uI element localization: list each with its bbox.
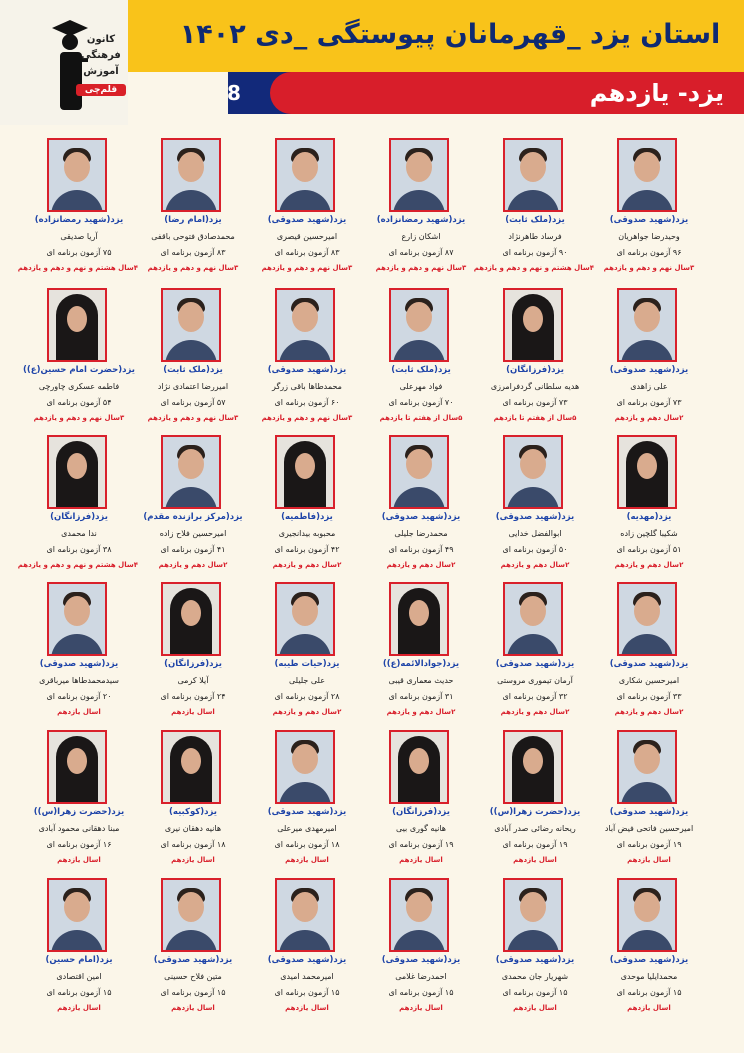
student-school: یزد(شهید صدوقی) <box>609 955 689 965</box>
student-card <box>248 582 366 722</box>
student-photo <box>275 435 335 509</box>
student-exam-count: ۱۸ آزمون برنامه ای <box>160 840 226 849</box>
student-school: یزد(شهید رمضانزاده) <box>376 215 466 225</box>
student-name: حدیث معماری قیبی <box>388 676 454 685</box>
student-photo <box>617 138 677 212</box>
student-card <box>590 582 708 722</box>
student-photo <box>161 288 221 362</box>
student-years-note: ۳سال نهم و دهم و یازدهم <box>261 264 353 272</box>
student-school: یزد(شهید صدوقی) <box>495 955 575 965</box>
student-years-note: اسال یازدهم <box>513 1004 557 1012</box>
student-exam-count: ۱۵ آزمون برنامه ای <box>388 988 454 997</box>
student-years-note: ۳سال نهم و دهم و یازدهم <box>147 264 239 272</box>
student-photo <box>617 878 677 952</box>
student-name: اشکان زارع <box>401 232 441 241</box>
student-name: هانیه دهقان نیری <box>164 824 222 833</box>
logo-brand: قلم‌چی <box>76 84 126 96</box>
student-photo <box>389 878 449 952</box>
student-exam-count: ۵۱ آزمون برنامه ای <box>616 545 682 554</box>
student-school: یزد(شهید صدوقی) <box>267 807 347 817</box>
student-school: یزد(شهید صدوقی) <box>495 512 575 522</box>
logo-text-1: کانون <box>86 34 116 45</box>
student-exam-count: ۱۹ آزمون برنامه ای <box>616 840 682 849</box>
student-school: یزد(شهید صدوقی) <box>609 365 689 375</box>
student-photo <box>47 435 107 509</box>
student-photo <box>47 878 107 952</box>
student-photo <box>617 582 677 656</box>
student-name: محبوبه بیدانجیری <box>278 529 336 538</box>
student-years-note: اسال یازدهم <box>171 708 215 716</box>
student-years-note: اسال یازدهم <box>57 708 101 716</box>
logo-text-3: آموزش <box>83 66 119 77</box>
student-exam-count: ۱۹ آزمون برنامه ای <box>388 840 454 849</box>
student-name: فرساد طاهرنژاد <box>508 232 562 241</box>
student-name: سیدمحمدطاها میرباقری <box>39 676 119 685</box>
student-exam-count: ۷۳ آزمون برنامه ای <box>502 398 568 407</box>
student-name: امیرحسین فلاح زاده <box>159 529 227 538</box>
student-name: محمدایلیا موحدی <box>620 972 678 981</box>
student-photo <box>275 878 335 952</box>
student-photo <box>275 288 335 362</box>
student-exam-count: ۵۴ آزمون برنامه ای <box>46 398 112 407</box>
student-card <box>476 288 594 428</box>
student-name: آیلا کرمی <box>177 676 209 685</box>
student-years-note: ۲سال دهم و یازدهم <box>500 708 570 716</box>
student-photo <box>389 288 449 362</box>
student-name: فواد مهرعلی <box>399 382 443 391</box>
student-school: یزد(فرزانگان) <box>164 659 222 669</box>
student-years-note: ۳سال نهم و دهم و یازدهم <box>603 264 695 272</box>
student-exam-count: ۱۵ آزمون برنامه ای <box>502 988 568 997</box>
student-card <box>590 435 708 575</box>
student-exam-count: ۱۵ آزمون برنامه ای <box>160 988 226 997</box>
student-photo <box>389 582 449 656</box>
student-photo <box>161 730 221 804</box>
student-photo <box>275 582 335 656</box>
student-school: یزد(مرکز برازنده مقدم) <box>143 512 243 522</box>
student-photo <box>503 435 563 509</box>
student-name: علی جلیلی <box>289 676 325 685</box>
student-photo <box>389 138 449 212</box>
student-card <box>590 730 708 870</box>
student-card <box>362 288 480 428</box>
student-years-note: ۳سال نهم و دهم و یازدهم <box>375 264 467 272</box>
page-number: 8 <box>227 81 241 105</box>
student-years-note: ۲سال دهم و یازدهم <box>272 708 342 716</box>
student-exam-count: ۴۱ آزمون برنامه ای <box>160 545 226 554</box>
student-photo <box>161 582 221 656</box>
student-name: هانیه گوری بیی <box>395 824 447 833</box>
student-name: محمدصادق فتوحی باقفی <box>151 232 235 241</box>
student-exam-count: ۲۴ آزمون برنامه ای <box>160 692 226 701</box>
student-name: امیرحسین شکاری <box>618 676 680 685</box>
student-name: ابوالفضل خدایی <box>508 529 562 538</box>
student-card <box>248 730 366 870</box>
student-card <box>473 138 594 278</box>
student-years-note: ۲سال دهم و یازدهم <box>386 561 456 569</box>
section-title: یزد- یازدهم <box>589 79 724 107</box>
student-school: یزد(ملک ثابت) <box>163 365 223 375</box>
logo-text-2: فرهنگی <box>81 50 121 61</box>
student-exam-count: ۷۳ آزمون برنامه ای <box>616 398 682 407</box>
student-exam-count: ۷۵ آزمون برنامه ای <box>46 248 112 257</box>
student-exam-count: ۱۵ آزمون برنامه ای <box>46 988 112 997</box>
student-years-note: ۳سال نهم و دهم و یازدهم <box>147 414 239 422</box>
student-years-note: اسال یازدهم <box>171 1004 215 1012</box>
student-card <box>134 138 252 278</box>
student-exam-count: ۵۷ آزمون برنامه ای <box>160 398 226 407</box>
student-card <box>20 730 138 870</box>
student-card <box>248 138 366 278</box>
student-card <box>20 878 138 1018</box>
student-years-note: اسال یازدهم <box>57 856 101 864</box>
student-years-note: ۲سال دهم و یازدهم <box>614 561 684 569</box>
student-name: محمدرضا جلیلی <box>394 529 448 538</box>
student-card <box>248 878 366 1018</box>
student-school: یزد(فاطمیه) <box>281 512 333 522</box>
student-years-note: ۲سال دهم و یازدهم <box>614 414 684 422</box>
student-photo <box>503 138 563 212</box>
student-name: امین اقتصادی <box>56 972 102 981</box>
student-photo <box>275 730 335 804</box>
student-card <box>590 288 708 428</box>
student-name: امیرحسین فاتحی فیض آباد <box>604 824 694 833</box>
student-school: یزد(امام حسین) <box>45 955 113 965</box>
student-exam-count: ۲۰ آزمون برنامه ای <box>46 692 112 701</box>
student-years-note: ۴سال هشتم و نهم و دهم و یازدهم <box>473 264 594 272</box>
student-card <box>248 288 366 428</box>
student-exam-count: ۸۳ آزمون برنامه ای <box>160 248 226 257</box>
student-years-note: اسال یازدهم <box>627 1004 671 1012</box>
student-card <box>134 730 252 870</box>
student-school: یزد(مهدیه) <box>626 512 672 522</box>
student-school: یزد(فرزانگان) <box>392 807 450 817</box>
student-years-note: ۲سال دهم و یازدهم <box>272 561 342 569</box>
student-photo <box>47 582 107 656</box>
student-school: یزد(جوادالائمه(ع)) <box>382 659 460 669</box>
student-school: یزد(شهید صدوقی) <box>39 659 119 669</box>
student-photo <box>503 288 563 362</box>
student-school: یزد(حضرت زهرا(س)) <box>489 807 581 817</box>
student-exam-count: ۳۲ آزمون برنامه ای <box>502 692 568 701</box>
student-years-note: ۲سال دهم و یازدهم <box>158 561 228 569</box>
student-name: امیرحسین قیصری <box>276 232 338 241</box>
student-exam-count: ۷۰ آزمون برنامه ای <box>388 398 454 407</box>
student-card <box>20 288 138 428</box>
student-school: یزد(کوکبیه) <box>169 807 217 817</box>
student-years-note: ۴سال هشتم و نهم و دهم و یازدهم <box>17 561 138 569</box>
student-photo <box>389 730 449 804</box>
student-card <box>362 435 480 575</box>
student-exam-count: ۱۵ آزمون برنامه ای <box>274 988 340 997</box>
student-school: یزد(شهید صدوقی) <box>609 807 689 817</box>
student-years-note: ۵سال از هفتم تا یازدهم <box>493 414 577 422</box>
student-exam-count: ۱۵ آزمون برنامه ای <box>616 988 682 997</box>
student-name: آریا صدیقی <box>60 232 98 241</box>
student-exam-count: ۶۰ آزمون برنامه ای <box>274 398 340 407</box>
student-photo <box>617 730 677 804</box>
student-card <box>476 730 594 870</box>
student-card <box>134 878 252 1018</box>
student-exam-count: ۳۱ آزمون برنامه ای <box>388 692 454 701</box>
student-card <box>134 435 252 575</box>
student-photo <box>617 435 677 509</box>
student-years-note: اسال یازدهم <box>627 856 671 864</box>
student-card <box>362 582 480 722</box>
student-exam-count: ۳۸ آزمون برنامه ای <box>46 545 112 554</box>
student-name: ریحانه رضائی صدر آبادی <box>494 824 576 833</box>
student-exam-count: ۴۹ آزمون برنامه ای <box>388 545 454 554</box>
student-years-note: اسال یازدهم <box>285 856 329 864</box>
student-name: امیرمهدی میرعلی <box>277 824 337 833</box>
student-school: یزد(شهید صدوقی) <box>381 512 461 522</box>
student-school: یزد(فرزانگان) <box>506 365 564 375</box>
student-exam-count: ۱۸ آزمون برنامه ای <box>274 840 340 849</box>
student-name: آرمان تیموری مروستی <box>497 676 573 685</box>
student-photo <box>503 730 563 804</box>
student-exam-count: ۹۶ آزمون برنامه ای <box>616 248 682 257</box>
student-school: یزد(شهید صدوقی) <box>267 365 347 375</box>
student-name: محمدطاها باقی زرگر <box>272 382 342 391</box>
student-school: یزد(شهید رمضانزاده) <box>34 215 124 225</box>
student-years-note: اسال یازدهم <box>57 1004 101 1012</box>
student-card <box>134 582 252 722</box>
student-card <box>476 582 594 722</box>
student-school: یزد(شهید صدوقی) <box>495 659 575 669</box>
student-exam-count: ۴۲ آزمون برنامه ای <box>274 545 340 554</box>
student-card <box>362 878 480 1018</box>
student-years-note: ۳سال نهم و دهم و یازدهم <box>33 414 125 422</box>
student-name: احمدرضا غلامی <box>395 972 447 981</box>
student-card <box>17 435 138 575</box>
student-years-note: اسال یازدهم <box>171 856 215 864</box>
student-school: یزد(ملک ثابت) <box>391 365 451 375</box>
student-card <box>248 435 366 575</box>
student-card <box>590 138 708 278</box>
student-name: ندا محمدی <box>61 529 97 538</box>
student-photo <box>503 878 563 952</box>
student-card <box>20 582 138 722</box>
student-card <box>476 435 594 575</box>
student-exam-count: ۲۸ آزمون برنامه ای <box>274 692 340 701</box>
student-school: یزد(ملک ثابت) <box>505 215 565 225</box>
student-photo <box>161 878 221 952</box>
student-school: یزد(شهید صدوقی) <box>153 955 233 965</box>
student-years-note: اسال یازدهم <box>513 856 557 864</box>
student-school: یزد(امام رضا) <box>164 215 222 225</box>
student-name: شهریار جان محمدی <box>501 972 569 981</box>
student-name: امیررضا اعتمادی نژاد <box>157 382 229 391</box>
student-school: یزد(شهید صدوقی) <box>267 215 347 225</box>
student-school: یزد(حضرت امام حسین(ع)) <box>23 365 135 375</box>
student-school: یزد(حضرت زهرا(س)) <box>33 807 125 817</box>
student-photo <box>503 582 563 656</box>
student-photo <box>47 730 107 804</box>
student-photo <box>47 288 107 362</box>
student-years-note: اسال یازدهم <box>399 1004 443 1012</box>
student-exam-count: ۹۰ آزمون برنامه ای <box>502 248 568 257</box>
student-exam-count: ۱۶ آزمون برنامه ای <box>46 840 112 849</box>
student-photo <box>275 138 335 212</box>
student-school: یزد(شهید صدوقی) <box>267 955 347 965</box>
student-school: یزد(شهید صدوقی) <box>609 215 689 225</box>
student-years-note: ۲سال دهم و یازدهم <box>386 708 456 716</box>
student-years-note: اسال یازدهم <box>285 1004 329 1012</box>
student-school: یزد(حیات طیبه) <box>274 659 340 669</box>
student-card <box>134 288 252 428</box>
student-exam-count: ۱۹ آزمون برنامه ای <box>502 840 568 849</box>
student-card <box>362 730 480 870</box>
student-photo <box>161 138 221 212</box>
student-years-note: اسال یازدهم <box>399 856 443 864</box>
page-title: استان یزد _قهرمانان پیوستگی _دی ۱۴۰۲ <box>179 18 721 50</box>
student-photo <box>47 138 107 212</box>
student-years-note: ۲سال دهم و یازدهم <box>500 561 570 569</box>
student-exam-count: ۸۷ آزمون برنامه ای <box>388 248 454 257</box>
student-years-note: ۵سال از هفتم تا یازدهم <box>379 414 463 422</box>
student-exam-count: ۳۳ آزمون برنامه ای <box>616 692 682 701</box>
student-school: یزد(فرزانگان) <box>50 512 108 522</box>
student-card <box>17 138 138 278</box>
student-name: هدیه سلطانی گردفرامرزی <box>490 382 580 391</box>
student-school: یزد(شهید صدوقی) <box>609 659 689 669</box>
student-name: متین فلاح حسینی <box>164 972 222 981</box>
student-photo <box>161 435 221 509</box>
student-years-note: ۳سال نهم و دهم و یازدهم <box>261 414 353 422</box>
student-photo <box>389 435 449 509</box>
student-card <box>476 878 594 1018</box>
student-card <box>590 878 708 1018</box>
student-exam-count: ۵۰ آزمون برنامه ای <box>502 545 568 554</box>
student-school: یزد(شهید صدوقی) <box>381 955 461 965</box>
student-name: امیرمحمد امیدی <box>280 972 334 981</box>
kanoon-logo <box>0 0 128 125</box>
student-years-note: ۴سال هشتم و نهم و دهم و یازدهم <box>17 264 138 272</box>
student-exam-count: ۸۳ آزمون برنامه ای <box>274 248 340 257</box>
student-years-note: ۲سال دهم و یازدهم <box>614 708 684 716</box>
student-name: علی زاهدی <box>630 382 668 391</box>
student-card <box>362 138 480 278</box>
student-name: مبنا دهقانی محمود آبادی <box>38 824 120 833</box>
student-name: فاطمه عسکری چاورچی <box>38 382 120 391</box>
student-photo <box>617 288 677 362</box>
student-name: وحیدرضا جواهریان <box>618 232 680 241</box>
page-header <box>0 0 744 125</box>
student-name: شکیبا گلچین زاده <box>620 529 678 538</box>
